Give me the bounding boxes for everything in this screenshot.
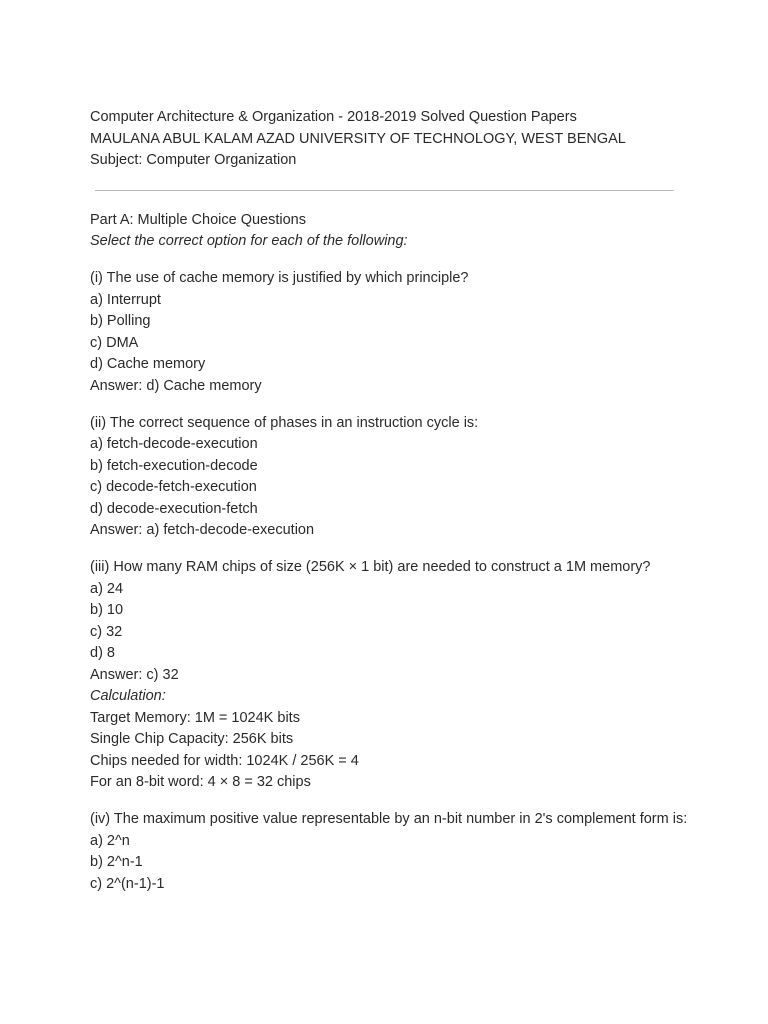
document-page	[90, 107, 690, 895]
document-header	[90, 107, 690, 172]
question-block-ii	[90, 413, 690, 542]
question-block-iii	[90, 557, 690, 794]
answer-text: Answer: d) Cache memory	[90, 377, 262, 394]
answer-text: Answer: c) 32	[90, 666, 179, 683]
option-c: c) 2^(n-1)-1	[90, 875, 165, 892]
question-text: (i) The use of cache memory is justified by which principle?	[90, 270, 469, 286]
option-a: a) 24	[90, 580, 124, 597]
option-c: c) decode-fetch-execution	[90, 479, 257, 495]
option-a: a) Interrupt	[90, 291, 161, 308]
calculation-line: Target Memory: 1M = 1024K bits	[90, 709, 300, 726]
calculation-line: Single Chip Capacity: 256K bits	[90, 731, 294, 747]
part-a-header	[90, 210, 690, 253]
option-b: b) 2^n-1	[90, 854, 143, 870]
horizontal-divider	[95, 190, 674, 191]
part-a-instruction: Select the correct option for each of the following:	[90, 233, 408, 249]
document-title: Computer Architecture & Organization - 2018-2019 Solved Question Papers	[90, 109, 577, 125]
calculation-label: Calculation:	[90, 688, 166, 704]
question-text: (iii) How many RAM chips of size (256K × 1 bit) are needed to construct a 1M memory?	[90, 559, 651, 575]
question-block-iv	[90, 809, 690, 895]
option-b: b) fetch-execution-decode	[90, 457, 258, 474]
answer-text: Answer: a) fetch-decode-execution	[90, 522, 315, 538]
question-block-i	[90, 268, 690, 397]
option-c: c) 32	[90, 623, 123, 640]
option-d: d) Cache memory	[90, 356, 206, 372]
subject-line: Subject: Computer Organization	[90, 152, 297, 168]
option-a: a) 2^n	[90, 832, 130, 849]
option-c: c) DMA	[90, 334, 139, 351]
question-text: (iv) The maximum positive value representable by an n-bit number in 2's complement form is:	[90, 811, 688, 827]
option-b: b) Polling	[90, 313, 151, 329]
option-d: d) 8	[90, 645, 115, 661]
question-text: (ii) The correct sequence of phases in an instruction cycle is:	[90, 414, 479, 431]
calculation-line: For an 8-bit word: 4 × 8 = 32 chips	[90, 774, 311, 790]
option-a: a) fetch-decode-execution	[90, 436, 258, 452]
option-d: d) decode-execution-fetch	[90, 500, 258, 517]
calculation-line: Chips needed for width: 1024K / 256K = 4	[90, 752, 359, 769]
university-name: MAULANA ABUL KALAM AZAD UNIVERSITY OF TECHNOLOGY, WEST BENGAL	[90, 130, 626, 147]
part-a-heading: Part A: Multiple Choice Questions	[90, 211, 306, 228]
option-b: b) 10	[90, 602, 124, 618]
